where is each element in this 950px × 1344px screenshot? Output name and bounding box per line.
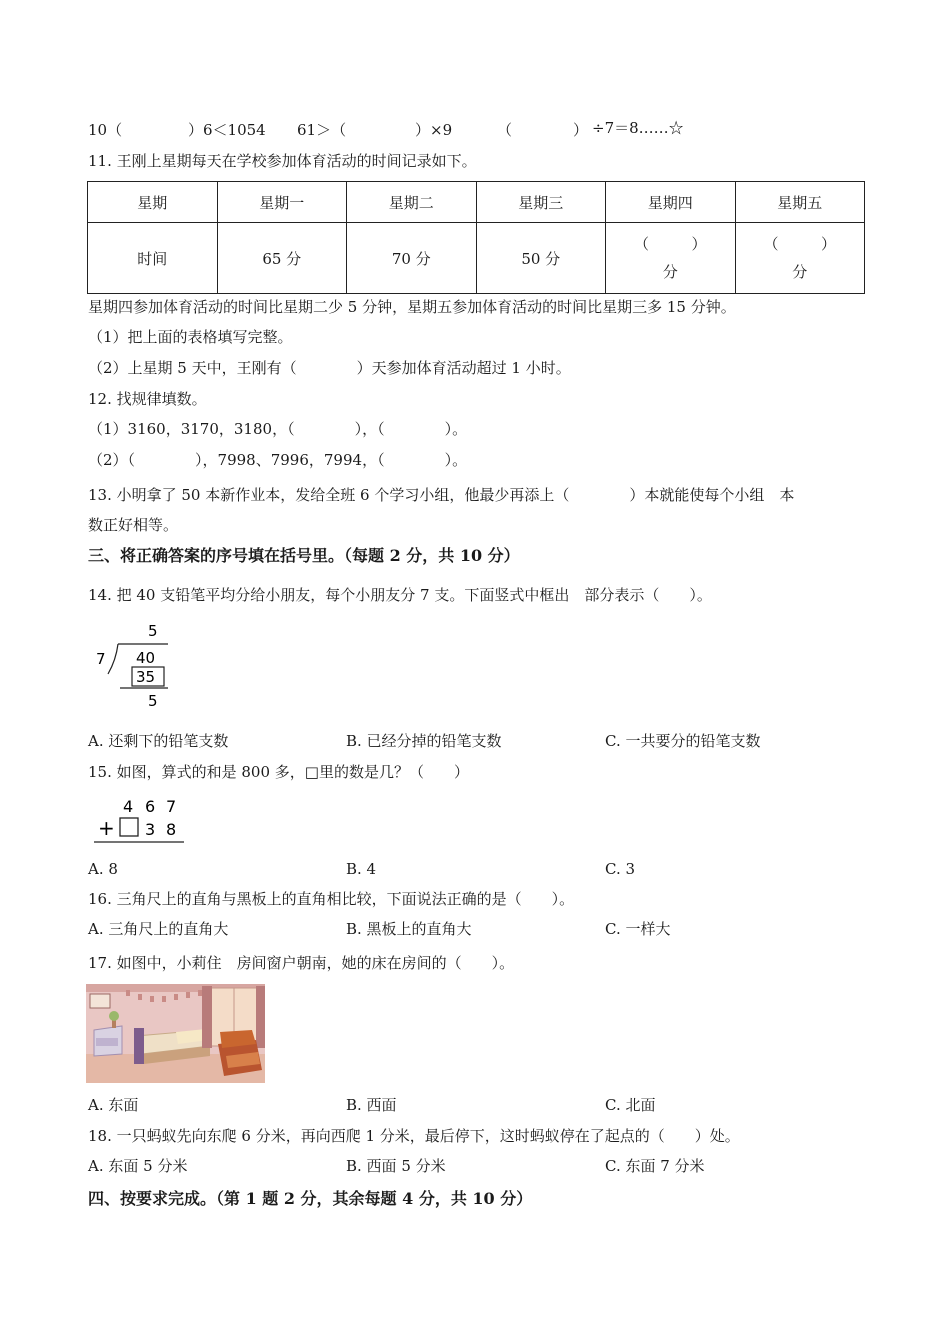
q16-stem: 16. 三角尺上的直角与黑板上的直角相比较，下面说法正确的是（ ）。 — [88, 890, 575, 908]
blank-open: （ — [763, 235, 779, 253]
blank-open: （ — [634, 235, 650, 253]
addend-bottom-digit: 3 — [145, 820, 156, 839]
blank-close: ） — [820, 235, 836, 253]
table-header-cell: 星期三 — [476, 182, 606, 223]
table-row-label: 时间 — [88, 223, 218, 294]
q18-stem: 18. 一只蚂蚁先向东爬 6 分米，再向西爬 1 分米，最后停下，这时蚂蚁停在了起点的（ ）处。 — [88, 1127, 740, 1145]
q10-part-3: 61＞（ — [297, 121, 347, 139]
q15-stem: 15. 如图，算式的和是 800 多，□里的数是几？（ ） — [88, 763, 469, 781]
wall-picture — [90, 994, 110, 1008]
q12-stem: 12. 找规律填数。 — [88, 390, 207, 408]
activity-time-table — [87, 181, 865, 294]
blank-unit: 分 — [662, 263, 678, 281]
q16-option-a[interactable]: A. 三角尺上的直角大 — [88, 920, 229, 938]
q10-part-1: 10（ — [88, 121, 123, 139]
blank-close: ） — [691, 235, 707, 253]
division-remainder: 5 — [148, 692, 158, 710]
q10-part-2: ）6＜1054 — [188, 121, 266, 139]
table-cell-monday: 65 分 — [217, 223, 347, 294]
division-product: 35 — [136, 668, 156, 686]
division-dividend: 40 — [136, 649, 156, 667]
q17-option-c[interactable]: C. 北面 — [605, 1096, 656, 1114]
q14-option-c[interactable]: C. 一共要分的铅笔支数 — [605, 732, 761, 750]
q12-sub1: （1）3160，3170，3180，（ ），（ ）。 — [88, 420, 468, 438]
q16-option-b[interactable]: B. 黑板上的直角大 — [346, 920, 472, 938]
q12-sub2: （2）（ ），7998、7996，7994，（ ）。 — [88, 451, 468, 469]
q15-option-b[interactable]: B. 4 — [346, 860, 377, 878]
table-cell-tuesday: 70 分 — [347, 223, 477, 294]
table-cell-wednesday: 50 分 — [476, 223, 606, 294]
plant-pot — [112, 1020, 116, 1028]
table-header-cell: 星期五 — [735, 182, 865, 223]
q16-option-c[interactable]: C. 一样大 — [605, 920, 671, 938]
q15-option-c[interactable]: C. 3 — [605, 860, 636, 878]
table-header-cell: 星期二 — [347, 182, 477, 223]
q14-option-a[interactable]: A. 还剩下的铅笔支数 — [88, 732, 229, 750]
section-3-title: 三、将正确答案的序号填在括号里。（每题 2 分，共 10 分） — [88, 546, 520, 565]
addend-top-digit: 4 — [123, 797, 134, 816]
q11-note: 星期四参加体育活动的时间比星期二少 5 分钟，星期五参加体育活动的时间比星期三多 15 分钟。 — [88, 298, 736, 316]
addend-top-digit: 7 — [166, 797, 177, 816]
q18-option-c[interactable]: C. 东面 7 分米 — [605, 1157, 705, 1175]
q14-option-b[interactable]: B. 已经分掉的铅笔支数 — [346, 732, 502, 750]
table-header-cell: 星期 — [88, 182, 218, 223]
addend-top-digit: 6 — [145, 797, 156, 816]
q13-line2: 数正好相等。 — [88, 516, 179, 534]
headboard — [134, 1028, 144, 1064]
q11-stem: 11. 王刚上星期每天在学校参加体育活动的时间记录如下。 — [88, 152, 477, 170]
q14-stem: 14. 把 40 支铅笔平均分给小朋友，每个小朋友分 7 支。下面竖式中框出 部分表示（ ）。 — [88, 586, 712, 604]
vertical-addition-figure — [92, 794, 188, 846]
table-header-cell: 星期四 — [606, 182, 736, 223]
q11-sub2: （2）上星期 5 天中，王刚有（ ）天参加体育活动超过 1 小时。 — [88, 359, 571, 377]
q15-option-a[interactable]: A. 8 — [88, 860, 118, 878]
bedroom-illustration — [86, 984, 265, 1083]
q18-option-a[interactable]: A. 东面 5 分米 — [88, 1157, 188, 1175]
q11-sub1: （1）把上面的表格填写完整。 — [88, 328, 293, 346]
q13-line1: 13. 小明拿了 50 本新作业本，发给全班 6 个学习小组，他最少再添上（ ）本就能使每个小组 本 — [88, 486, 795, 504]
division-divisor: 7 — [96, 650, 106, 668]
blank-unit: 分 — [792, 263, 808, 281]
curtain-left — [202, 986, 212, 1048]
q17-stem: 17. 如图中，小莉住 房间窗户朝南，她的床在房间的（ ）。 — [88, 954, 515, 972]
q10-part-4: ）×9 — [415, 121, 453, 139]
q10-part-6: ） — [573, 121, 589, 139]
plus-sign: + — [98, 816, 115, 840]
unknown-digit-box — [120, 818, 138, 836]
division-quotient: 5 — [148, 622, 158, 640]
table-header-cell: 星期一 — [217, 182, 347, 223]
q10-part-7: ÷7＝8……☆ — [592, 119, 684, 137]
section-4-title: 四、按要求完成。（第 1 题 2 分，其余每题 4 分，共 10 分） — [88, 1189, 533, 1208]
q17-option-b[interactable]: B. 西面 — [346, 1096, 397, 1114]
plant — [109, 1011, 119, 1021]
curtain-right — [256, 986, 265, 1048]
table-cell-friday-blank[interactable] — [735, 223, 865, 294]
table-cell-thursday-blank[interactable] — [606, 223, 736, 294]
q18-option-b[interactable]: B. 西面 5 分米 — [346, 1157, 446, 1175]
addend-bottom-digit: 8 — [166, 820, 177, 839]
division-bracket — [108, 644, 118, 674]
q10-part-5: （ — [497, 121, 513, 139]
long-division-figure — [90, 620, 180, 712]
q17-option-a[interactable]: A. 东面 — [88, 1096, 139, 1114]
